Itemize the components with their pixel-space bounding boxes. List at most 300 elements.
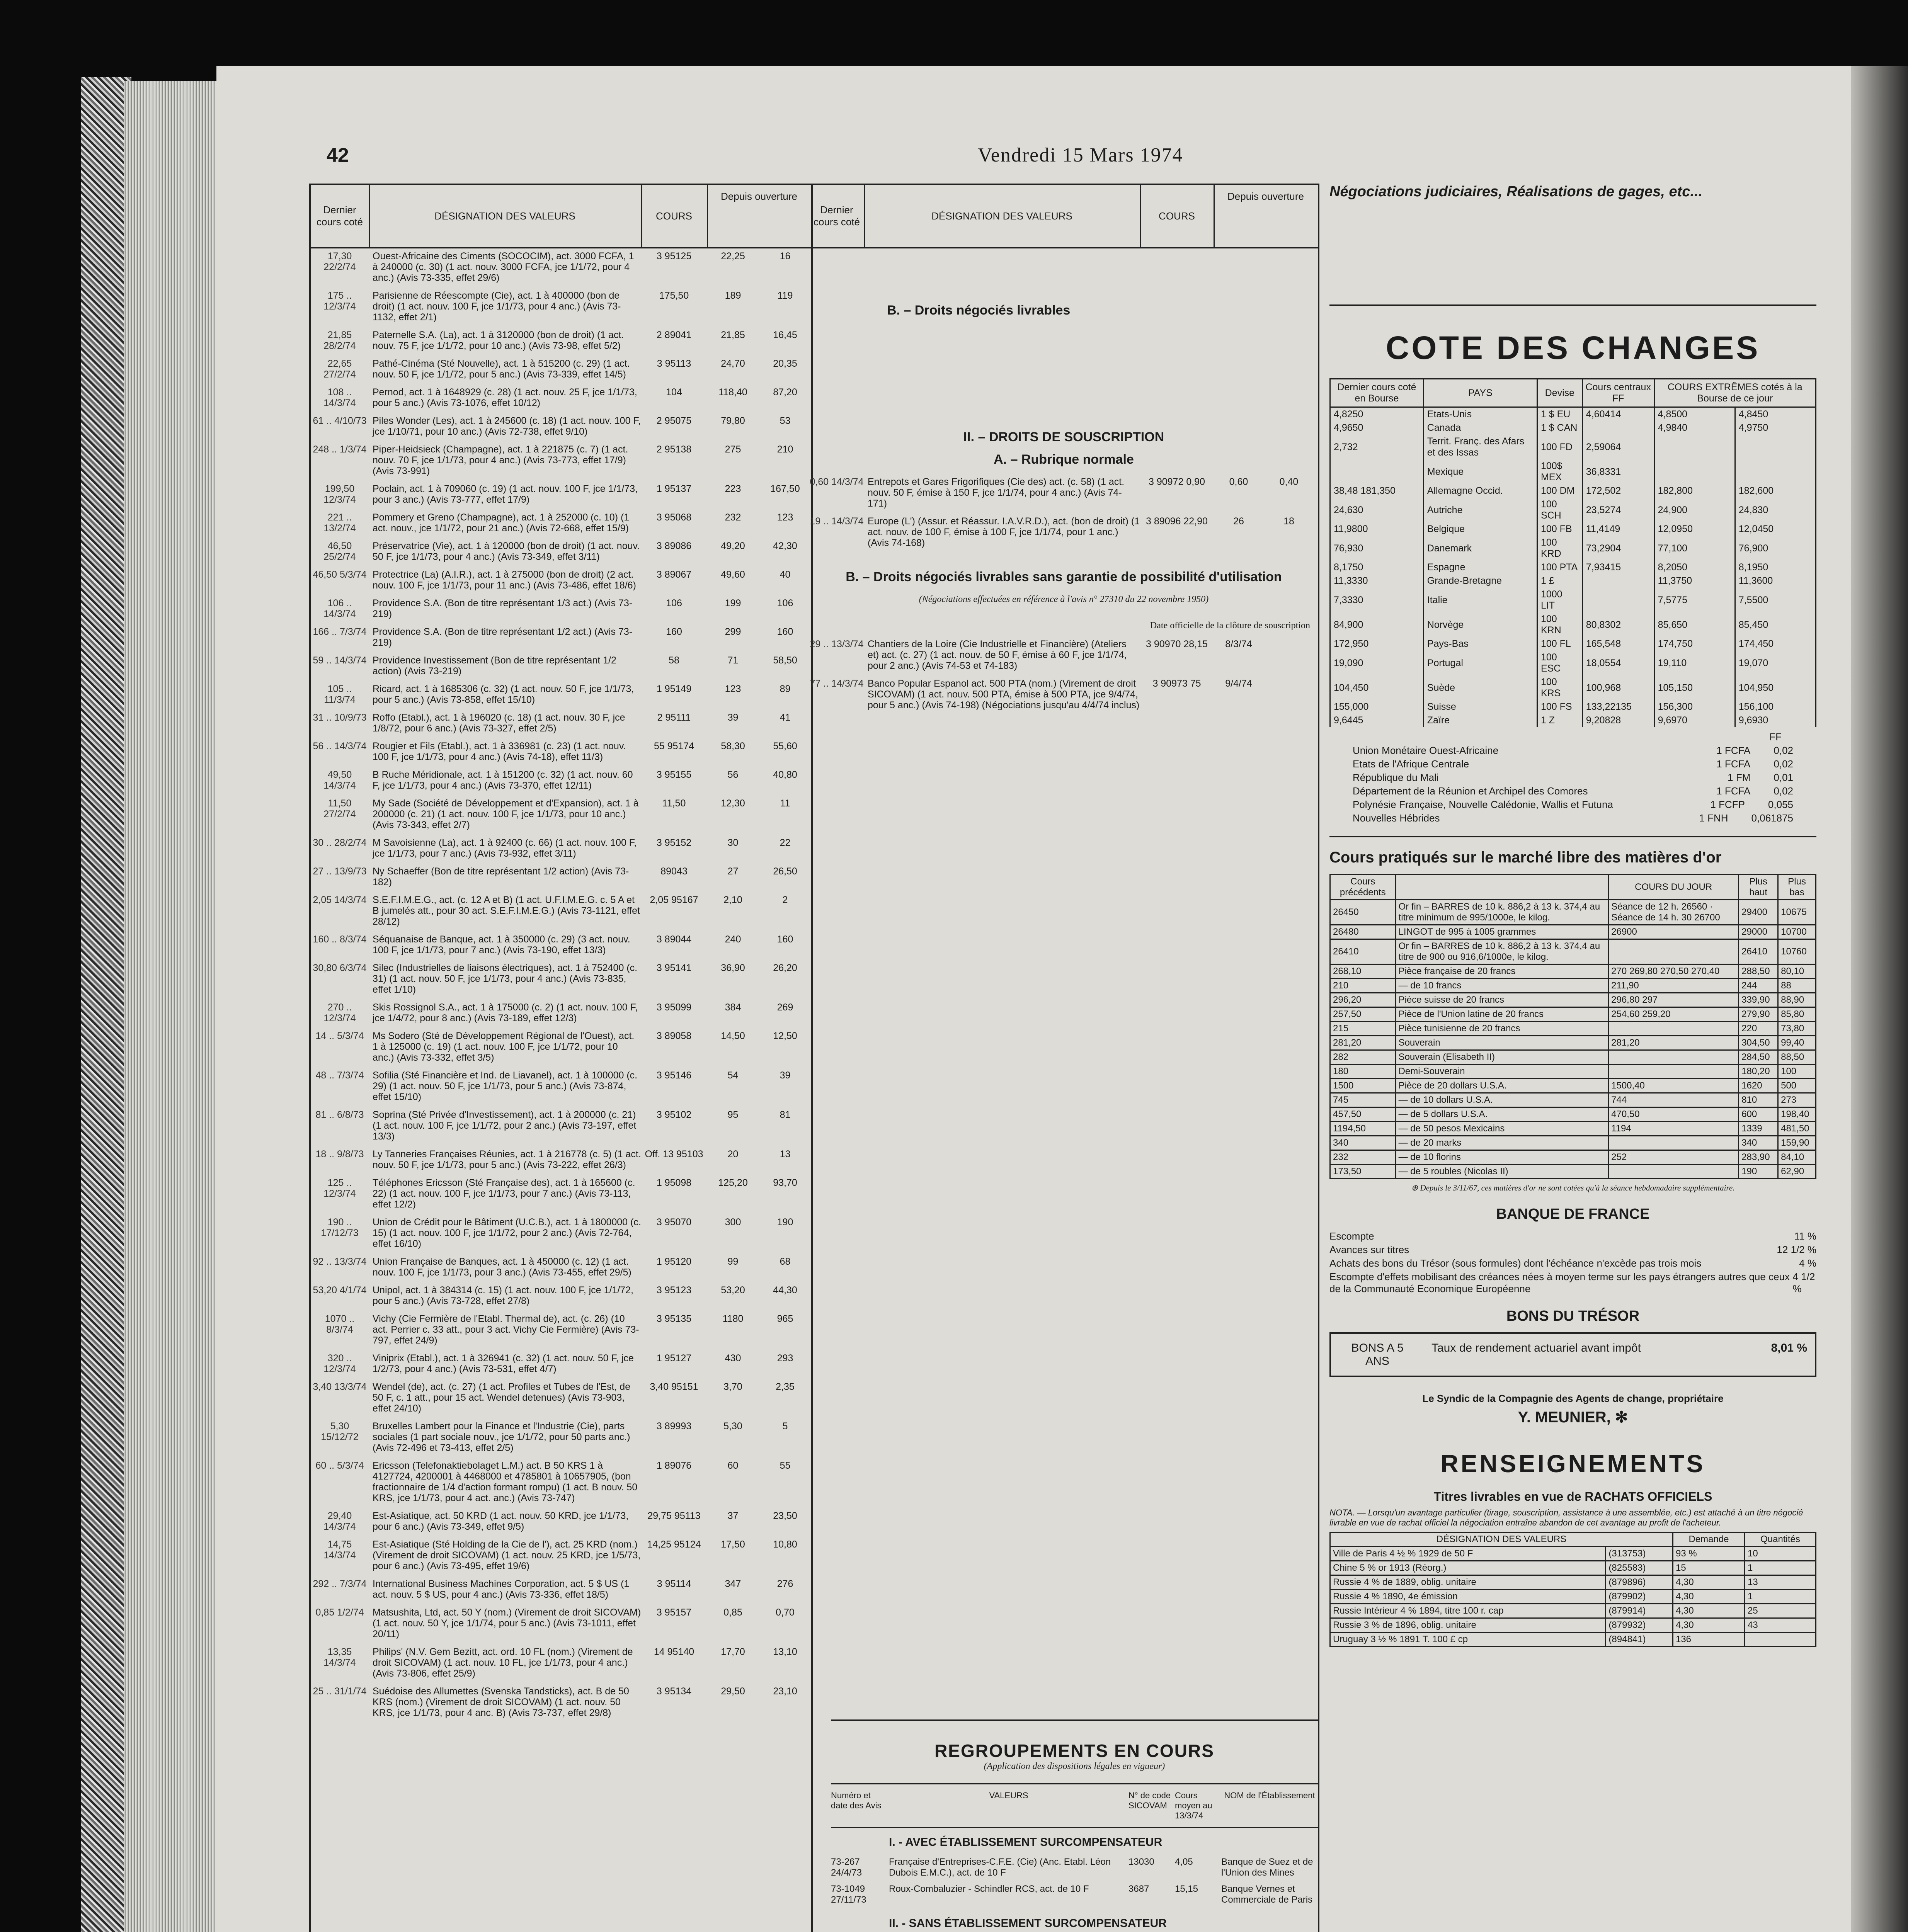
- table-row: [311, 798, 811, 830]
- chg-lo: 156,100: [1735, 700, 1816, 714]
- bdf-value: 11 %: [1794, 1230, 1816, 1242]
- high: 5,30: [723, 1421, 742, 1432]
- rachat-code: (879914): [1606, 1604, 1673, 1618]
- rg-rows1: [831, 1857, 1318, 1905]
- security-name: Providence Investissement (Bon de titre représentant 1/2 action) (Avis 73-219): [373, 655, 616, 677]
- security-name: Silec (Industrielles de liaisons électriques), act. 1 à 752400 (c. 31) (1 act. nouv. 50 F, jce 1/1/73, pour 4 anc.) (Avis 73-835, effet 1/10): [373, 963, 638, 995]
- gold-h: 180,20: [1739, 1065, 1778, 1079]
- price: 2 95075: [656, 415, 692, 426]
- chg-h-extremes: COURS EXTRÊMES cotés à la Bourse de ce jour: [1654, 379, 1816, 407]
- left-rows: [311, 251, 811, 1725]
- gold-p: 26480: [1330, 925, 1396, 939]
- or-body: [1330, 900, 1816, 1179]
- mid-header-last: Dernier cours coté: [810, 185, 865, 247]
- low: 11: [780, 798, 790, 809]
- rachat-q: 1: [1745, 1590, 1816, 1604]
- table-row: [311, 1539, 811, 1571]
- chg-last: [1330, 459, 1424, 484]
- rachat-d: 15: [1673, 1561, 1745, 1575]
- high: 36,90: [721, 963, 745, 973]
- price: 1 95137: [656, 483, 692, 494]
- low: 44,30: [773, 1285, 797, 1296]
- gold-h: 244: [1739, 979, 1778, 993]
- bdf-key: Escompte: [1329, 1230, 1374, 1242]
- low: 23,10: [773, 1686, 797, 1697]
- high: 95: [727, 1109, 739, 1120]
- exchange-row: [1330, 588, 1816, 612]
- table-row: [311, 684, 811, 705]
- chg-dev: 100 PTA: [1537, 561, 1582, 574]
- gold-j: 254,60 259,20: [1608, 1007, 1739, 1022]
- last-price: 92 .. 13/3/74: [313, 1256, 367, 1267]
- chg-last: 2,732: [1330, 435, 1424, 459]
- low: 160: [777, 934, 793, 945]
- gold-j: [1608, 1050, 1739, 1065]
- chg-cc: 172,502: [1582, 484, 1654, 498]
- high: 24,70: [721, 358, 745, 369]
- high: 3,70: [723, 1381, 742, 1392]
- chg-last: 84,900: [1330, 612, 1424, 637]
- ff-row: [1329, 758, 1816, 770]
- table-row: [311, 251, 811, 283]
- price: 3 95146: [656, 1070, 692, 1081]
- chg-dev: 100 KRN: [1537, 612, 1582, 637]
- table-row: [311, 1646, 811, 1679]
- chg-pays: Suède: [1423, 675, 1537, 700]
- price: 160: [666, 626, 682, 637]
- chg-cc: 2,59064: [1582, 435, 1654, 459]
- gold-p: 281,20: [1330, 1036, 1396, 1050]
- rachat-n: Chine 5 % or 1913 (Réorg.): [1330, 1561, 1606, 1575]
- rg-h-nom: NOM de l'Établissement: [1224, 1791, 1315, 1800]
- price: 3 95141: [656, 963, 692, 973]
- or-h-prec: Cours précédents: [1330, 875, 1396, 900]
- price: 3 89067: [656, 569, 692, 580]
- gold-j: [1608, 1165, 1739, 1179]
- high: 54: [727, 1070, 739, 1081]
- bdf-key: Escompte d'effets mobilisant des créances nées à moyen terme sur les pays étrangers autres que ceux de la Communauté Economique Européenne: [1329, 1271, 1790, 1294]
- price: 3 90972 0,90: [1149, 476, 1205, 487]
- renseignements-sub: Titres livrables en vue de RACHATS OFFICIELS: [1433, 1490, 1712, 1503]
- gold-row: [1330, 1007, 1816, 1022]
- low: 210: [777, 444, 793, 455]
- price: 1 95149: [656, 684, 692, 694]
- page-edges: [124, 81, 224, 1932]
- low: 965: [777, 1313, 793, 1324]
- section-a-title: A. – Rubrique normale: [994, 452, 1134, 467]
- chg-hi: 174,750: [1654, 637, 1735, 651]
- ff-label: FF: [1769, 731, 1782, 743]
- gold-row: [1330, 979, 1816, 993]
- rachats-header-row: [1330, 1532, 1816, 1547]
- security-name: Chantiers de la Loire (Cie Industrielle et Financière) (Ateliers et) act. (c. 27) (1 act. nouv. de 50 F, émise à 60 F, jce 1/1/74, pour 2 anc.) (Avis 74-53 et 74-183): [868, 639, 1127, 671]
- low: 12,50: [773, 1031, 797, 1041]
- bons-label: Taux de rendement actuariel avant impôt: [1431, 1342, 1641, 1354]
- rg-n: 73-1049 27/11/73: [831, 1884, 866, 1905]
- chg-pays: Pays-Bas: [1423, 637, 1537, 651]
- high: 14,50: [721, 1031, 745, 1041]
- gold-l: 500: [1778, 1079, 1816, 1093]
- gold-n: — de 10 florins: [1396, 1150, 1608, 1165]
- chg-last: 11,3330: [1330, 574, 1424, 588]
- gold-h: 283,90: [1739, 1150, 1778, 1165]
- rachat-code: (825583): [1606, 1561, 1673, 1575]
- chg-lo: 8,1950: [1735, 561, 1816, 574]
- changes-header-row: [1330, 379, 1816, 407]
- low: 0,40: [1279, 476, 1299, 487]
- last-price: 46,50 5/3/74: [313, 569, 367, 580]
- chg-cc: 100,968: [1582, 675, 1654, 700]
- table-row: [311, 1070, 811, 1102]
- page-date-header: Vendredi 15 Mars 1974: [978, 144, 1183, 166]
- high: 58,30: [721, 741, 745, 752]
- gold-row: [1330, 964, 1816, 979]
- table-row: [311, 712, 811, 734]
- chg-hi: 4,9840: [1654, 421, 1735, 435]
- gold-h: 288,50: [1739, 964, 1778, 979]
- table-row: [311, 387, 811, 408]
- low: 42,30: [773, 541, 797, 551]
- gold-n: Pièce de 20 dollars U.S.A.: [1396, 1079, 1608, 1093]
- chg-h-cc: Cours centraux FF: [1582, 379, 1654, 407]
- bdf-row: [1329, 1244, 1816, 1256]
- chg-cc: 73,2904: [1582, 536, 1654, 561]
- gold-h: 600: [1739, 1107, 1778, 1122]
- bons-left: BONS A 5 ANS: [1351, 1342, 1404, 1367]
- exchange-row: [1330, 574, 1816, 588]
- gold-n: — de 20 marks: [1396, 1136, 1608, 1150]
- high: 0,85: [723, 1607, 742, 1618]
- high: 60: [727, 1460, 739, 1471]
- mid-header-name: DÉSIGNATION DES VALEURS: [864, 185, 1141, 247]
- table-row: [311, 1421, 811, 1453]
- last-price: 108 .. 14/3/74: [323, 387, 356, 408]
- chg-hi: 105,150: [1654, 675, 1735, 700]
- gold-p: 210: [1330, 979, 1396, 993]
- chg-hi: 4,8500: [1654, 407, 1735, 422]
- gold-n: — de 10 francs: [1396, 979, 1608, 993]
- page-number: 42: [327, 144, 349, 167]
- left-quotes-table: [309, 184, 813, 1932]
- chg-hi: 9,6970: [1654, 714, 1735, 727]
- security-name: Sofilia (Sté Financière et Ind. de Liavanel), act. 1 à 100000 (c. 29) (1 act. nouv. 50 F, jce 1/1/73, pour 5 anc.) (Avis 73-874, effet 15/10): [373, 1070, 638, 1102]
- last-price: 14 .. 5/3/74: [315, 1031, 364, 1041]
- mid-rows-b: [810, 639, 1318, 711]
- rachat-row: [1330, 1633, 1816, 1647]
- regroupements-subtitle: (Application des dispositions légales en vigueur): [984, 1761, 1165, 1771]
- rg-code: 13030: [1128, 1857, 1154, 1867]
- rachat-n: Ville de Paris 4 ½ % 1929 de 50 F: [1330, 1547, 1606, 1561]
- chg-dev: 100 FB: [1537, 522, 1582, 536]
- high: 22,25: [721, 251, 745, 262]
- gold-j: 281,20: [1608, 1036, 1739, 1050]
- rg-etab: Banque Vernes et Commerciale de Paris: [1221, 1884, 1313, 1905]
- price: 2,05 95167: [650, 895, 698, 905]
- high: 12,30: [721, 798, 745, 809]
- gold-j: 1500,40: [1608, 1079, 1739, 1093]
- gold-l: 88: [1778, 979, 1816, 993]
- security-name: International Business Machines Corporation, act. 5 $ US (1 act. nouv. 5 $ US, pour 4 anc.) (Avis 73-336, effet 18/5): [373, 1578, 630, 1600]
- table-row: [311, 541, 811, 562]
- security-name: Entrepots et Gares Frigorifiques (Cie des) act. (c. 58) (1 act. nouv. 50 F, émise à 150 F, jce 1/1/74, pour 4 anc.) (Avis 74-171): [868, 476, 1125, 509]
- chg-cc: [1582, 574, 1654, 588]
- table-row: [810, 476, 1318, 509]
- gold-l: 99,40: [1778, 1036, 1816, 1050]
- low: 58,50: [773, 655, 797, 666]
- table-row: [810, 678, 1318, 711]
- high: 1180: [722, 1313, 744, 1324]
- exchange-row: [1330, 714, 1816, 727]
- low: 68: [780, 1256, 791, 1267]
- chg-dev: 1 $ EU: [1537, 407, 1582, 422]
- changes-body: [1330, 407, 1816, 728]
- gold-n: — de 5 dollars U.S.A.: [1396, 1107, 1608, 1122]
- security-name: Providence S.A. (Bon de titre représentant 1/2 act.) (Avis 73-219): [373, 626, 633, 648]
- rachat-row: [1330, 1561, 1816, 1575]
- rachat-d: 93 %: [1673, 1547, 1745, 1561]
- last-price: 175 .. 12/3/74: [323, 290, 356, 312]
- low: 10,80: [773, 1539, 797, 1550]
- high: 199: [725, 598, 741, 609]
- chg-hi: 156,300: [1654, 700, 1735, 714]
- ff-value: 0,055: [1768, 799, 1793, 810]
- gold-n: Pièce française de 20 francs: [1396, 964, 1608, 979]
- low: 22: [780, 837, 791, 848]
- low: 55: [780, 1460, 791, 1471]
- rg-sec2: II. - SANS ÉTABLISSEMENT SURCOMPENSATEUR: [889, 1917, 1167, 1930]
- gold-l: 88,50: [1778, 1050, 1816, 1065]
- price: 3 95114: [657, 1578, 691, 1589]
- last-price: 17,30 22/2/74: [323, 251, 356, 272]
- ff-row: [1329, 812, 1816, 824]
- bdf-value: 4 1/2 %: [1792, 1271, 1815, 1294]
- last-price: 190 .. 17/12/73: [321, 1217, 359, 1238]
- header-last: Dernier cours coté: [311, 185, 370, 247]
- price: 3 90973 75: [1152, 678, 1201, 689]
- chg-dev: 100 FD: [1537, 435, 1582, 459]
- security-name: Parisienne de Réescompte (Cie), act. 1 à 400000 (bon de droit) (1 act. nouv. 100 F, jce 1/1/73, pour 4 anc.) (Avis 73-1132, effet 2/1): [373, 290, 621, 323]
- gold-l: 198,40: [1778, 1107, 1816, 1122]
- exchange-row: [1330, 459, 1816, 484]
- rg-code: 3687: [1128, 1884, 1149, 1894]
- gold-j: 252: [1608, 1150, 1739, 1165]
- low: 160: [777, 626, 793, 637]
- table-row: [311, 769, 811, 791]
- rg-h-cours: Cours moyen au 13/3/74: [1175, 1791, 1212, 1820]
- rachat-row: [1330, 1547, 1816, 1561]
- table-row: [311, 626, 811, 648]
- chg-pays: Territ. Franç. des Afars et des Issas: [1423, 435, 1537, 459]
- low: 269: [777, 1002, 793, 1013]
- chg-pays: Espagne: [1423, 561, 1537, 574]
- high: 56: [727, 769, 739, 780]
- chg-pays: Italie: [1423, 588, 1537, 612]
- high: 79,80: [721, 415, 745, 426]
- price: 3 95157: [656, 1607, 692, 1618]
- gold-h: 1339: [1739, 1122, 1778, 1136]
- chg-pays: Etats-Unis: [1423, 407, 1537, 422]
- security-name: Piper-Heidsieck (Champagne), act. 1 à 221875 (c. 7) (1 act. nouv. 70 F, jce 1/1/73, pour 4 anc.) (Avis 73-773, effet 17/9) (Avis 73-991): [373, 444, 628, 476]
- low: [1264, 678, 1314, 711]
- regroupements-title: REGROUPEMENTS EN COURS: [934, 1741, 1214, 1761]
- security-name: Skis Rossignol S.A., act. 1 à 175000 (c. 2) (1 act. nouv. 100 F, jce 1/4/72, pour 8 anc.) (Avis 73-189, effet 12/3): [373, 1002, 638, 1024]
- table-row: [311, 444, 811, 476]
- table-row: [311, 1578, 811, 1600]
- table-row: [810, 639, 1318, 671]
- section-b2-title: B. – Droits négociés livrables sans garantie de possibilité d'utilisation: [846, 570, 1282, 584]
- gold-p: 180: [1330, 1065, 1396, 1079]
- chg-last: 9,6445: [1330, 714, 1424, 727]
- chg-cc: 36,8331: [1582, 459, 1654, 484]
- price: 3 95113: [657, 358, 691, 369]
- gold-h: 304,50: [1739, 1036, 1778, 1050]
- rachat-d: 4,30: [1673, 1618, 1745, 1633]
- rachat-code: (894841): [1606, 1633, 1673, 1647]
- low: 16: [780, 251, 791, 262]
- or-h-high: Plus haut: [1739, 875, 1778, 900]
- negociations-title: Négociations judiciaires, Réalisations de gages, etc...: [1329, 184, 1703, 200]
- price: 3 95135: [656, 1313, 692, 1324]
- gold-row: [1330, 925, 1816, 939]
- chg-dev: 100 ESC: [1537, 651, 1582, 675]
- chg-last: 76,930: [1330, 536, 1424, 561]
- gold-l: 84,10: [1778, 1150, 1816, 1165]
- right-column: [1329, 184, 1816, 1932]
- low: 93,70: [773, 1177, 797, 1188]
- security-name: Ericsson (Telefonaktiebolaget L.M.) act. B 50 KRS 1 à 4127724, 4200001 à 4468000 et 4785801 à 10657905, (bon fractionnaire de 1/4 d'action formant rompu) (1 act. B nouv. 50 KRS, jce 1/1/73, pour 4 act. anc.) (Avis 73-747): [373, 1460, 638, 1503]
- chg-dev: 1 Z: [1537, 714, 1582, 727]
- price: 3 89993: [656, 1421, 692, 1432]
- last-price: 60 .. 5/3/74: [315, 1460, 364, 1471]
- rg-h-valeurs: VALEURS: [989, 1791, 1028, 1800]
- gold-j: 1194: [1608, 1122, 1739, 1136]
- last-price: 2,05 14/3/74: [313, 895, 367, 905]
- mid-header-cours: COURS: [1140, 185, 1215, 247]
- last-price: 0,60 14/3/74: [810, 476, 864, 487]
- rachat-n: Uruguay 3 ½ % 1891 T. 100 £ cp: [1330, 1633, 1606, 1647]
- security-name: Pathé-Cinéma (Sté Nouvelle), act. 1 à 515200 (c. 29) (1 act. nouv. 50 F, jce 1/1/72, pour 5 anc.) (Avis 73-339, effet 14/5): [373, 358, 630, 380]
- chg-last: 155,000: [1330, 700, 1424, 714]
- price: 89043: [660, 866, 688, 877]
- gold-row: [1330, 1093, 1816, 1107]
- bdf-value: 4 %: [1799, 1257, 1816, 1269]
- last-price: 46,50 25/2/74: [323, 541, 356, 562]
- gold-l: 100: [1778, 1065, 1816, 1079]
- chg-cc: 4,60414: [1582, 407, 1654, 422]
- chg-lo: 174,450: [1735, 637, 1816, 651]
- regroupements-section: [831, 1719, 1318, 1932]
- bdf-row: [1329, 1271, 1816, 1295]
- gold-l: 10675: [1778, 900, 1816, 925]
- gold-row: [1330, 1050, 1816, 1065]
- table-row: [311, 512, 811, 534]
- gold-n: Souverain (Elisabeth II): [1396, 1050, 1608, 1065]
- gold-l: 85,80: [1778, 1007, 1816, 1022]
- ff-name: Nouvelles Hébrides: [1353, 812, 1440, 824]
- gold-j: 296,80 297: [1608, 993, 1739, 1007]
- chg-pays: Norvège: [1423, 612, 1537, 637]
- regroupement-row: [831, 1857, 1318, 1878]
- high: 8/3/74: [1225, 639, 1252, 650]
- security-name: Pernod, act. 1 à 1648929 (c. 28) (1 act. nouv. 25 F, jce 1/1/73, pour 5 anc.) (Avis 73-1076, effet 10/12): [373, 387, 637, 408]
- low: [1264, 639, 1314, 671]
- bdf-title: BANQUE DE FRANCE: [1496, 1206, 1650, 1222]
- high: 299: [725, 626, 741, 637]
- gold-n: LINGOT de 995 à 1005 grammes: [1396, 925, 1608, 939]
- table-row: [311, 895, 811, 927]
- last-price: 30 .. 28/2/74: [313, 837, 367, 848]
- last-price: 3,40 13/3/74: [313, 1381, 367, 1392]
- ff-values: [1699, 812, 1816, 824]
- low: 26,50: [773, 866, 797, 877]
- chg-hi: 7,5775: [1654, 588, 1735, 612]
- high: 20: [727, 1149, 739, 1160]
- ff-name: Union Monétaire Ouest-Africaine: [1353, 745, 1499, 756]
- exchange-row: [1330, 561, 1816, 574]
- high: 240: [725, 934, 741, 945]
- gold-n: — de 50 pesos Mexicains: [1396, 1122, 1608, 1136]
- rachat-code: (879896): [1606, 1575, 1673, 1590]
- table-row: [311, 330, 811, 351]
- chg-h-pays: PAYS: [1423, 379, 1537, 407]
- low: 106: [777, 598, 793, 609]
- chg-last: 8,1750: [1330, 561, 1424, 574]
- chg-cc: 80,8302: [1582, 612, 1654, 637]
- low: 123: [777, 512, 793, 523]
- last-price: 19 .. 14/3/74: [810, 516, 864, 527]
- rachat-n: Russie 4 % de 1889, oblig. unitaire: [1330, 1575, 1606, 1590]
- gold-p: 268,10: [1330, 964, 1396, 979]
- exchange-row: [1330, 675, 1816, 700]
- price: 2 95111: [657, 712, 691, 723]
- ff-rows: [1329, 745, 1816, 824]
- chg-last: 4,8250: [1330, 407, 1424, 422]
- or-h-blank: [1396, 875, 1608, 900]
- gold-p: 296,20: [1330, 993, 1396, 1007]
- price: 3 89058: [656, 1031, 692, 1041]
- table-row: [311, 963, 811, 995]
- last-price: 166 .. 7/3/74: [313, 626, 367, 637]
- security-name: Piles Wonder (Les), act. 1 à 245600 (c. 18) (1 act. nouv. 100 F, jce 1/10/71, pour 10 anc.) (Avis 72-738, effet 9/10): [373, 415, 641, 437]
- gold-n: Pièce suisse de 20 francs: [1396, 993, 1608, 1007]
- gold-p: 26450: [1330, 900, 1396, 925]
- chg-pays: Grande-Bretagne: [1423, 574, 1537, 588]
- ff-row: [1329, 745, 1816, 757]
- table-row: [311, 1285, 811, 1306]
- chg-lo: 11,3600: [1735, 574, 1816, 588]
- table-row: [311, 290, 811, 323]
- chg-hi: 12,0950: [1654, 522, 1735, 536]
- table-row: [311, 1109, 811, 1142]
- chg-hi: 182,800: [1654, 484, 1735, 498]
- low: 40,80: [773, 769, 797, 780]
- chg-lo: 104,950: [1735, 675, 1816, 700]
- chg-last: 19,090: [1330, 651, 1424, 675]
- gold-row: [1330, 1150, 1816, 1165]
- ff-devise: 1 FNH: [1699, 812, 1728, 824]
- chg-dev: 100 FS: [1537, 700, 1582, 714]
- high: 232: [725, 512, 741, 523]
- security-name: Ly Tanneries Françaises Réunies, act. 1 à 216778 (c. 5) (1 act. nouv. 50 F, jce 1/1/73, pour 5 anc.) (Avis 73-222, effet 26/3): [373, 1149, 641, 1170]
- chg-lo: 4,9750: [1735, 421, 1816, 435]
- chg-lo: [1735, 435, 1816, 459]
- exchange-row: [1330, 484, 1816, 498]
- rachats-h-demande: Demande: [1673, 1532, 1745, 1547]
- chg-lo: 9,6930: [1735, 714, 1816, 727]
- chg-pays: Mexique: [1423, 459, 1537, 484]
- low: 20,35: [773, 358, 797, 369]
- chg-last: 38,48 181,350: [1330, 484, 1424, 498]
